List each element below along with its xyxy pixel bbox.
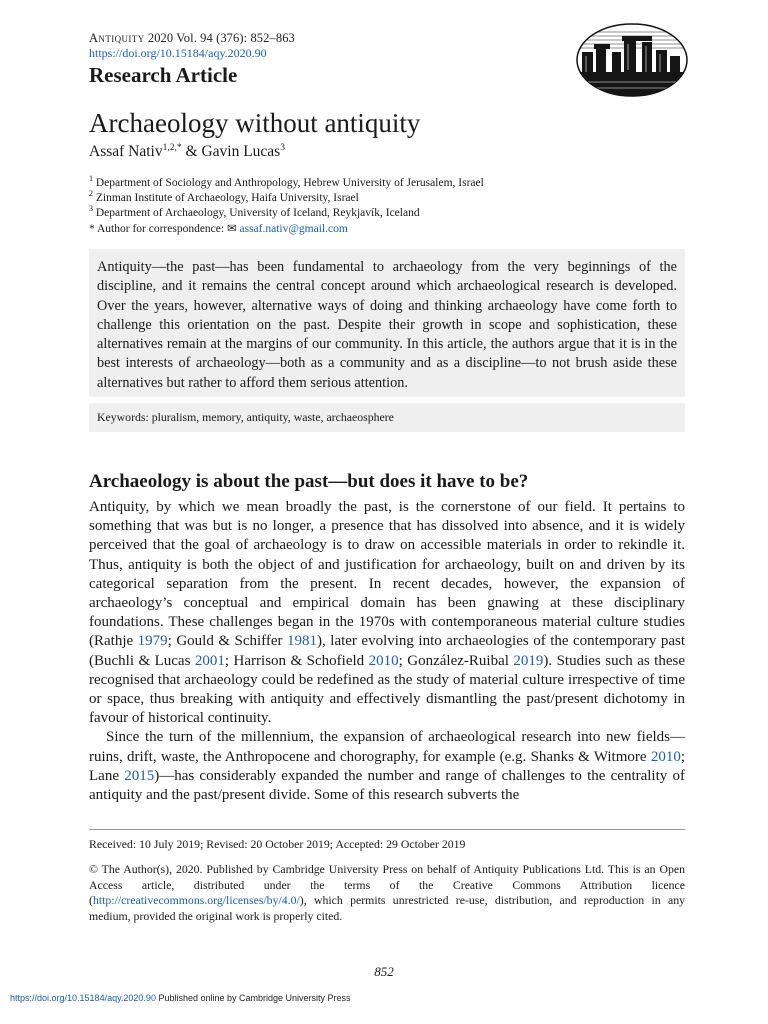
page-number: 852 (374, 964, 394, 979)
footnote-divider (89, 829, 685, 830)
author-affiliation-marker: 1,2,* (162, 143, 182, 153)
author-name: Assaf Nativ (89, 143, 163, 160)
publisher-footer (10, 993, 351, 1003)
citation-link[interactable]: 2010 (650, 748, 681, 765)
publisher-note: Published online by Cambridge University Press (158, 993, 351, 1003)
author-list (89, 143, 285, 161)
author-affiliation-marker: 3 (280, 143, 285, 153)
copyright-text: ), which permits unrestricted re-use, distribution, and reproduction in any medium, provided the original work is properly cited. (89, 893, 685, 923)
stone-circle-logo-icon (576, 22, 688, 98)
body-text-run: Since the turn of the millennium, the expansion of archaeological research into new fields—ruins, drift, waste, the Anthropocene and chorography, for example (e.g. Shanks & Witmore (89, 729, 685, 765)
abstract-box (89, 249, 685, 397)
copyright-notice (89, 862, 685, 924)
article-type-label: Research Article (89, 63, 238, 87)
citation-link[interactable]: 2019 (513, 652, 544, 669)
abstract-text: Antiquity—the past—has been fundamental to archaeology from the very beginnings of the discipline, and it remains the central concept around which archaeological research is developed. Over the years, however, alternative ways of doing and thinking archaeology have come forth to challenge this orientation on the past. Despite their growth in scope and sophistication, these alternatives remain at the margins of our community. In this article, the authors argue that it is in the best interests of archaeology—both as a community and as a discipline—to not brush aside these alternatives but rather to afford them serious attention. (97, 259, 677, 391)
license-link[interactable]: http://creativecommons.org/licenses/by/4.0/ (92, 893, 300, 908)
doi-link[interactable]: https://doi.org/10.15184/aqy.2020.90 (89, 46, 267, 60)
correspondence-marker: * (89, 222, 95, 235)
correspondence-label: Author for correspondence: (97, 222, 225, 235)
author-name: Gavin Lucas (201, 143, 281, 160)
article-title: Archaeology without antiquity (89, 108, 421, 138)
affiliation-marker: 3 (89, 204, 93, 214)
envelope-icon: ✉ (226, 222, 237, 235)
correspondence-line (89, 222, 484, 237)
affiliation-text: Department of Sociology and Anthropology, Hebrew University of Jerusalem, Israel (95, 177, 484, 189)
citation-link[interactable]: 2015 (124, 767, 155, 784)
affiliation-item (89, 206, 484, 221)
keywords-box (89, 403, 685, 432)
citation-link[interactable]: 1981 (287, 633, 318, 650)
body-text-run: ), later evolving into archaeologies of the contemporary past (Buchli & Lucas (89, 633, 685, 669)
affiliations (89, 176, 484, 237)
correspondence-email-link[interactable]: assaf.nativ@gmail.com (239, 222, 348, 235)
body-text-run: ; Harrison & Schofield (224, 652, 369, 669)
journal-citation-line (89, 31, 295, 46)
body-text-run: ; Lane (89, 748, 685, 784)
doi-line (89, 46, 267, 61)
citation-link[interactable]: 1979 (137, 633, 168, 650)
article-body (89, 498, 685, 805)
journal-name: Antiquity (89, 31, 145, 45)
body-text-run: )—has considerably expanded the number and range of challenges to the centrality of antiquity and the past/present divide. Some of this research subverts the (89, 767, 685, 804)
affiliation-text: Department of Archaeology, University of Iceland, Reykjavík, Iceland (95, 207, 420, 220)
body-text-run: ; González-Ruibal (398, 652, 514, 669)
affiliation-item (89, 191, 484, 206)
submission-dates: Received: 10 July 2019; Revised: 20 October 2019; Accepted: 29 October 2019 (89, 837, 466, 851)
body-text-run: Antiquity, by which we mean broadly the past, is the cornerstone of our field. It pertains to something that was but is no longer, a presence that has dissolved into absence, and it is widely perceived that the goal of archaeology is to draw on accessible materials in order to rekindle it. Thus, antiquity is both the object of and justification for archaeology, built on and driven by its categorical separation from the present. In recent decades, however, the expansion of archaeology’s conceptual and empirical domain has been gnawing at these disciplinary foundations. These challenges began in the 1970s with contemporaneous material culture studies (Rathje (89, 499, 685, 650)
author-separator: & (185, 143, 198, 160)
affiliation-marker: 2 (89, 189, 93, 199)
citation-link[interactable]: 2010 (368, 652, 399, 669)
body-paragraph (89, 498, 685, 728)
body-text-run: ; Gould & Schiffer (167, 633, 288, 650)
affiliation-marker: 1 (89, 174, 93, 183)
citation-link[interactable]: 2001 (194, 652, 225, 669)
journal-volume-pages: 2020 Vol. 94 (376): 852–863 (147, 31, 295, 45)
affiliation-text: Zinman Institute of Archaeology, Haifa University, Israel (95, 192, 359, 205)
body-text-run: ). Studies such as these recognised that archaeology could be redefined as the study of material culture irrespective of time or space, thus breaking with antiquity and effectively dismantling the past/present dichotomy in favour of historical continuity. (89, 652, 686, 727)
affiliation-item (89, 176, 484, 191)
section-heading: Archaeology is about the past—but does it have to be? (89, 471, 529, 492)
copyright-text: © The Author(s), 2020. Published by Cambridge University Press on behalf of Antiquity Publications Ltd. This is an Open Access article, distributed under the terms of the Creative Commons Attribution licence ( (89, 862, 685, 908)
body-paragraph (89, 728, 685, 805)
footer-doi-link[interactable]: https://doi.org/10.15184/aqy.2020.90 (10, 993, 156, 1003)
keywords-text: Keywords: pluralism, memory, antiquity, waste, archaeosphere (97, 410, 394, 424)
